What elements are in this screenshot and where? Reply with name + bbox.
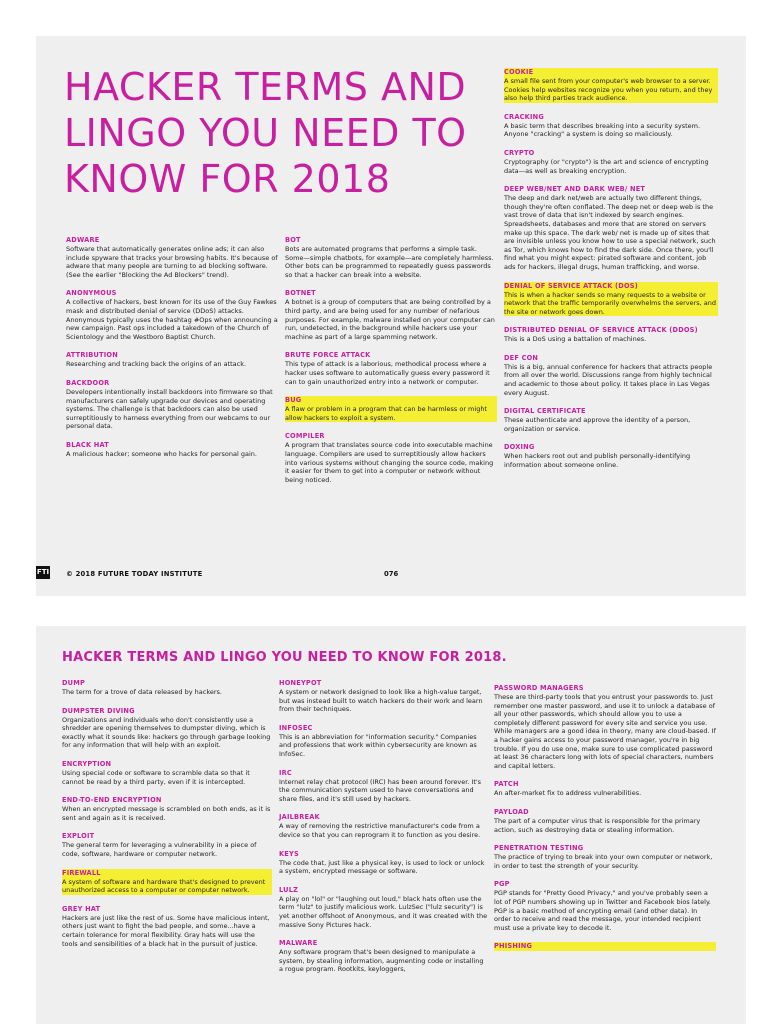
term-title: CRACKING [504, 112, 544, 121]
term-definition: A malicious hacker; someone who hacks for personal gain. [66, 449, 257, 458]
glossary-entry [62, 679, 272, 697]
column-left [66, 236, 278, 469]
term-definition: When an encrypted message is scrambled on both ends, as it is sent and again as it is received. [62, 805, 271, 822]
glossary-entry [494, 942, 716, 951]
term-definition: A program that translates source code into executable machine language. Compilers are used to surreptitiously allow hackers into various systems without changing the source code, making it easier for them to get into a computer or network without being noticed. [285, 441, 494, 484]
glossary-entry [279, 939, 489, 974]
term-definition: The code that, just like a physical key, is used to lock or unlock a system, encrypted message or software. [279, 858, 485, 876]
term-title: END-TO-END ENCRYPTION [62, 796, 162, 805]
term-title: BUG [285, 396, 497, 405]
term-title: DOXING [504, 443, 535, 452]
term-title: COOKIE [504, 68, 718, 77]
term-definition: This type of attack is a laborious, methodical process where a hacker uses software to automatically guess every password it can to gain unauthorized entry into a network or computer. [285, 360, 490, 386]
term-title: ENCRYPTION [62, 759, 112, 768]
page-title: HACKER TERMS AND LINGO YOU NEED TO KNOW FOR 2018 [64, 65, 467, 201]
glossary-entry [62, 832, 272, 858]
term-title: COMPILER [285, 432, 325, 441]
term-title: BOT [285, 236, 301, 244]
column-left [62, 679, 272, 958]
glossary-entry [494, 880, 716, 932]
term-definition: A botnet is a group of computers that are being controlled by a third party, and are being used for any number of nefarious purposes. For example, malware installed on your computer can run, undetected, in the background while hackers use your machine as part of a large spamming network. [285, 298, 495, 341]
term-title: DENIAL OF SERVICE ATTACK (DOS) [504, 282, 718, 291]
term-definition: A collective of hackers, best known for its use of the Guy Fawkes mask and distributed denial of service (DDoS) attacks. Anonymous typically uses the hashtag #Ops when announcing a new campaign. Past ops included a takedown of the Church of Scientology and the Westboro Baptist Church. [66, 298, 278, 341]
glossary-entry [66, 379, 278, 431]
term-definition: Internet relay chat protocol (IRC) has been around forever. It's the communication system used to have conversations and share files, and it's still used by hackers. [279, 777, 482, 803]
glossary-entry [279, 850, 489, 876]
term-title: PAYLOAD [494, 807, 529, 816]
term-title: DIGITAL CERTIFICATE [504, 407, 586, 416]
glossary-entry [494, 684, 716, 770]
glossary-entry [66, 289, 278, 341]
term-definition: A small file sent from your computer's web browser to a server. Cookies help websites recognize you when you return, and they also help third parties track audience. [504, 77, 718, 103]
glossary-entry [62, 760, 272, 786]
term-definition: When hackers root out and publish personally-identifying information about someone online. [504, 452, 691, 470]
term-definition: The practice of trying to break into your own computer or network, in order to test the strength of your security. [494, 853, 713, 870]
glossary-entry [504, 326, 718, 344]
term-definition: Any software program that's been designed to manipulate a system, by stealing information, augmenting code or installing a rogue program. Rootkits, keyloggers, [279, 948, 484, 974]
term-title: DEEP WEB/NET AND DARK WEB/ NET [504, 185, 646, 194]
glossary-entry [285, 432, 497, 484]
term-definition: PGP stands for "Pretty Good Privacy," and you've probably seen a lot of PGP numbers showing up in Twitter and Facebook bios lately. PGP is a basic method of encrypting email (and other data). In order to receive and read the message, your intended recipient must use a private key to decode it. [494, 889, 711, 932]
glossary-entry [494, 780, 716, 798]
term-definition: Researching and tracking back the origins of an attack. [66, 360, 247, 369]
term-definition: A play on "lol" or "laughing out loud," black hats often use the term "lulz" to justify malicious work. LulzSec ("lulz security") is yet another offshoot of Anonymous, and it was created with the massive Sony Pictures hack. [279, 894, 488, 929]
term-title: DISTRIBUTED DENIAL OF SERVICE ATTACK (DDOS) [504, 326, 698, 335]
term-title: DEF CON [504, 353, 539, 362]
glossary-entry [285, 351, 497, 386]
term-definition: A basic term that describes breaking into a security system. Anyone "cracking" a system is doing so maliciously. [504, 121, 701, 139]
glossary-entry [285, 236, 497, 279]
glossary-entry [279, 724, 489, 759]
term-definition: These authenticate and approve the identity of a person, organization or service. [504, 416, 691, 433]
term-title: BRUTE FORCE ATTACK [285, 351, 371, 360]
term-title: PHISHING [494, 942, 716, 951]
glossary-entry [279, 886, 489, 929]
term-definition: An after-market fix to address vulnerabilities. [494, 789, 642, 798]
term-title: EXPLOIT [62, 832, 95, 841]
glossary-entry [504, 282, 718, 317]
term-definition: Developers intentionally install backdoors into firmware so that manufacturers can safely upgrade our devices and operating systems. The challenge is that backdoors can also be used surreptitiously to harness everything from our webcams to our personal data. [66, 387, 273, 431]
term-definition: A system of software and hardware that's designed to prevent unauthorized access to a computer or computer network. [62, 878, 272, 895]
term-title: DUMP [62, 679, 86, 687]
glossary-entry [504, 354, 718, 397]
term-title: PATCH [494, 780, 519, 789]
term-title: ANONYMOUS [66, 289, 117, 298]
term-title: KEYS [279, 849, 299, 858]
glossary-entry [504, 443, 718, 469]
term-title: MALWARE [279, 939, 318, 948]
glossary-entry [504, 113, 718, 139]
page-one [36, 36, 746, 596]
page-heading: HACKER TERMS AND LINGO YOU NEED TO KNOW FOR 2018. [62, 650, 507, 665]
term-definition: This is a big, annual conference for hackers that attracts people from all over the world. Discussions range from highly technical and academic to those about policy. It takes place in Las Vegas every August. [504, 362, 713, 397]
term-title: PGP [494, 880, 510, 889]
glossary-entry [285, 396, 497, 422]
term-definition: This is a DoS using a battalion of machines. [504, 335, 647, 344]
term-title: FIREWALL [62, 869, 272, 878]
term-definition: A system or network designed to look like a high-value target, but was instead built to watch hackers do their work and learn from their techniques. [279, 688, 483, 714]
term-title: IRC [279, 768, 292, 777]
column-right [494, 684, 716, 961]
term-definition: A way of removing the restrictive manufacturer's code from a device so that you can reprogram it to function as you desire. [279, 822, 481, 839]
term-title: JAILBREAK [279, 813, 320, 822]
glossary-entry [504, 68, 718, 103]
glossary-entry [66, 236, 278, 279]
term-title: HONEYPOT [279, 679, 322, 687]
term-definition: The general term for leveraging a vulnerability in a piece of code, software, hardware or computer network. [62, 841, 257, 858]
term-title: ADWARE [66, 236, 100, 244]
term-title: CRYPTO [504, 148, 535, 157]
glossary-entry [279, 679, 489, 714]
glossary-entry [66, 441, 278, 459]
term-title: ATTRIBUTION [66, 351, 118, 360]
term-title: INFOSEC [279, 723, 313, 732]
glossary-entry [285, 289, 497, 341]
page-number: 076 [384, 570, 399, 578]
glossary-entry [504, 407, 718, 433]
term-title: PASSWORD MANAGERS [494, 684, 584, 692]
term-title: LULZ [279, 885, 299, 894]
term-title: BLACK HAT [66, 440, 109, 449]
term-definition: Software that automatically generates online ads; it can also include spyware that tracks your browsing habits. It's because of adware that many people are turning to ad blocking software. (See the earlier "Blocking the Ad Blockers" trend). [66, 245, 278, 279]
term-title: PENETRATION TESTING [494, 844, 584, 853]
glossary-entry [62, 905, 272, 948]
glossary-entry [279, 769, 489, 804]
term-title: GREY HAT [62, 904, 101, 913]
page-two [36, 626, 746, 1024]
term-title: DUMPSTER DIVING [62, 706, 135, 715]
term-definition: Hackers are just like the rest of us. Some have malicious intent, others just want to fight the bad people, and some...have a certain tolerance for moral flexibility. Gray hats will use the tools and sensibilities of a black hat in the pursuit of justice. [62, 913, 270, 948]
term-definition: These are third-party tools that you entrust your passwords to. Just remember one master password, and use it to unlock a database of all your other passwords, which should allow you to use a completely different password for every site and service you use. While managers are a good idea in theory, many are cloud-based. If a hacker gains access to your password manager, you're in big trouble. If you do use one, make sure to use complicated password at least 36 characters long with lots of special characters, numbers and capital letters. [494, 693, 716, 770]
term-definition: The term for a trove of data released by hackers. [62, 688, 222, 696]
term-definition: The part of a computer virus that is responsible for the primary action, such as destroying data or stealing information. [494, 816, 701, 834]
glossary-entry [62, 796, 272, 822]
term-definition: The deep and dark net/web are actually two different things, though they're often conflated. The deep net or deep web is the vast trove of data that isn't indexed by search engines. Spreadsheets, databases and more that are stored on servers make up this space. The dark web/ net is made up of sites that are invisible unless you know how to use a special network, such as Tor, which knows how to find the dark side. Once there, you'll find what you might expect: pirated software and content, job ads for hackers, illegal drugs, human trafficking, and worse. [504, 194, 716, 271]
copyright: © 2018 FUTURE TODAY INSTITUTE [66, 570, 203, 578]
term-definition: Using special code or software to scramble data so that it cannot be read by a third party, even if it is intercepted. [62, 768, 250, 786]
column-right [504, 68, 718, 480]
term-definition: A flaw or problem in a program that can be harmless or might allow hackers to exploit a system. [285, 405, 497, 422]
glossary-entry [66, 351, 278, 369]
term-title: BACKDOOR [66, 378, 110, 387]
glossary-entry [62, 869, 272, 895]
column-middle [279, 679, 489, 984]
term-definition: Bots are automated programs that performs a simple task. Some—simple chatbots, for example—are completely harmless. Other bots can be programmed to repeatedly guess passwords so that a hacker can break into a website. [285, 245, 494, 279]
term-title: BOTNET [285, 289, 316, 298]
glossary-entry [279, 813, 489, 839]
term-definition: Cryptography (or "crypto") is the art and science of encrypting data—as well as breaking encryption. [504, 157, 709, 175]
column-middle [285, 236, 497, 494]
glossary-entry [62, 707, 272, 750]
term-definition: This is when a hacker sends so many requests to a website or network that the traffic temporarily overwhelms the servers, and the site or network goes down. [504, 290, 717, 316]
term-definition: This is an abbreviation for "information security." Companies and professions that work within cybersecurity are known as InfoSec. [279, 732, 477, 758]
institute-logo: FTI [36, 566, 50, 579]
glossary-entry [504, 149, 718, 175]
term-definition: Organizations and individuals who don't consistently use a shredder are opening themselves to dumpster diving, which is exactly what it sounds like: hackers go through garbage looking for any information that will help with an exploit. [62, 715, 271, 750]
glossary-entry [494, 844, 716, 870]
glossary-entry [494, 808, 716, 834]
glossary-entry [504, 185, 718, 271]
